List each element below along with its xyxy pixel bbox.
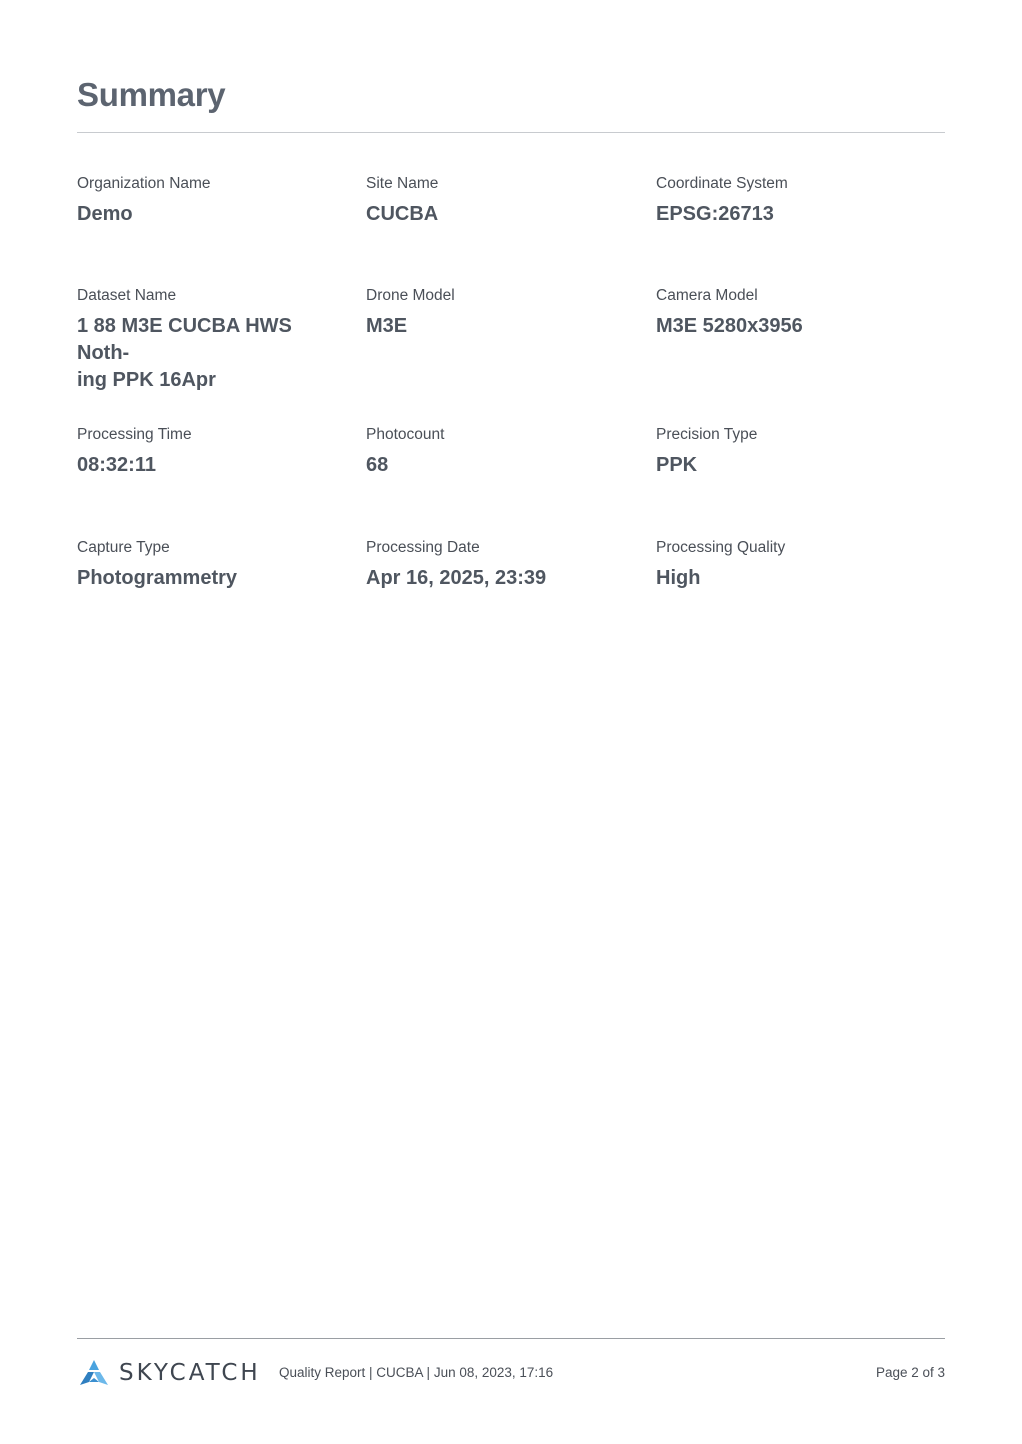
field-organization-name <box>77 174 347 228</box>
footer-divider <box>77 1338 945 1339</box>
field-label: Processing Quality <box>656 539 786 556</box>
field-dataset-name <box>77 286 347 394</box>
field-label: Site Name <box>366 175 439 192</box>
field-value <box>77 313 347 394</box>
field-value: EPSG:26713 <box>656 203 774 225</box>
field-label: Processing Date <box>366 539 480 556</box>
field-value: PPK <box>656 454 698 476</box>
skycatch-logo-icon <box>79 1359 109 1387</box>
field-value: CUCBA <box>366 203 439 225</box>
field-label: Camera Model <box>656 287 758 304</box>
field-label: Precision Type <box>656 426 758 443</box>
field-label: Photocount <box>366 426 445 443</box>
field-site-name <box>366 174 636 228</box>
field-label: Processing Time <box>77 426 192 443</box>
page-title: Summary <box>77 76 226 113</box>
field-value: 68 <box>366 454 389 476</box>
field-value: Apr 16, 2025, 23:39 <box>366 567 547 589</box>
brand-wordmark: SKYCATCH <box>119 1360 261 1386</box>
field-precision-type <box>656 425 926 479</box>
field-value-line-1: 1 88 M3E CUCBA HWS Noth- <box>77 315 292 364</box>
field-photocount <box>366 425 636 479</box>
field-value: M3E 5280x3956 <box>656 315 803 337</box>
field-coordinate-system <box>656 174 926 228</box>
page-number: Page 2 of 3 <box>875 1365 945 1380</box>
field-capture-type <box>77 538 347 592</box>
field-label: Drone Model <box>366 287 455 304</box>
title-divider <box>77 132 945 133</box>
field-value-line-2: ing PPK 16Apr <box>77 369 216 391</box>
field-label: Capture Type <box>77 539 170 556</box>
skycatch-logo <box>79 1359 261 1387</box>
field-drone-model <box>366 286 636 340</box>
field-label: Coordinate System <box>656 175 788 192</box>
field-camera-model <box>656 286 926 340</box>
field-value: Demo <box>77 203 133 225</box>
field-value: 08:32:11 <box>77 454 156 476</box>
field-processing-time <box>77 425 347 479</box>
field-value: High <box>656 567 701 589</box>
field-label: Dataset Name <box>77 287 177 304</box>
field-value: M3E <box>366 315 408 337</box>
field-processing-quality <box>656 538 926 592</box>
report-info: Quality Report | CUCBA | Jun 08, 2023, 17:16 <box>279 1365 554 1380</box>
field-value: Photogrammetry <box>77 567 238 589</box>
field-processing-date <box>366 538 636 592</box>
field-label: Organization Name <box>77 175 211 192</box>
